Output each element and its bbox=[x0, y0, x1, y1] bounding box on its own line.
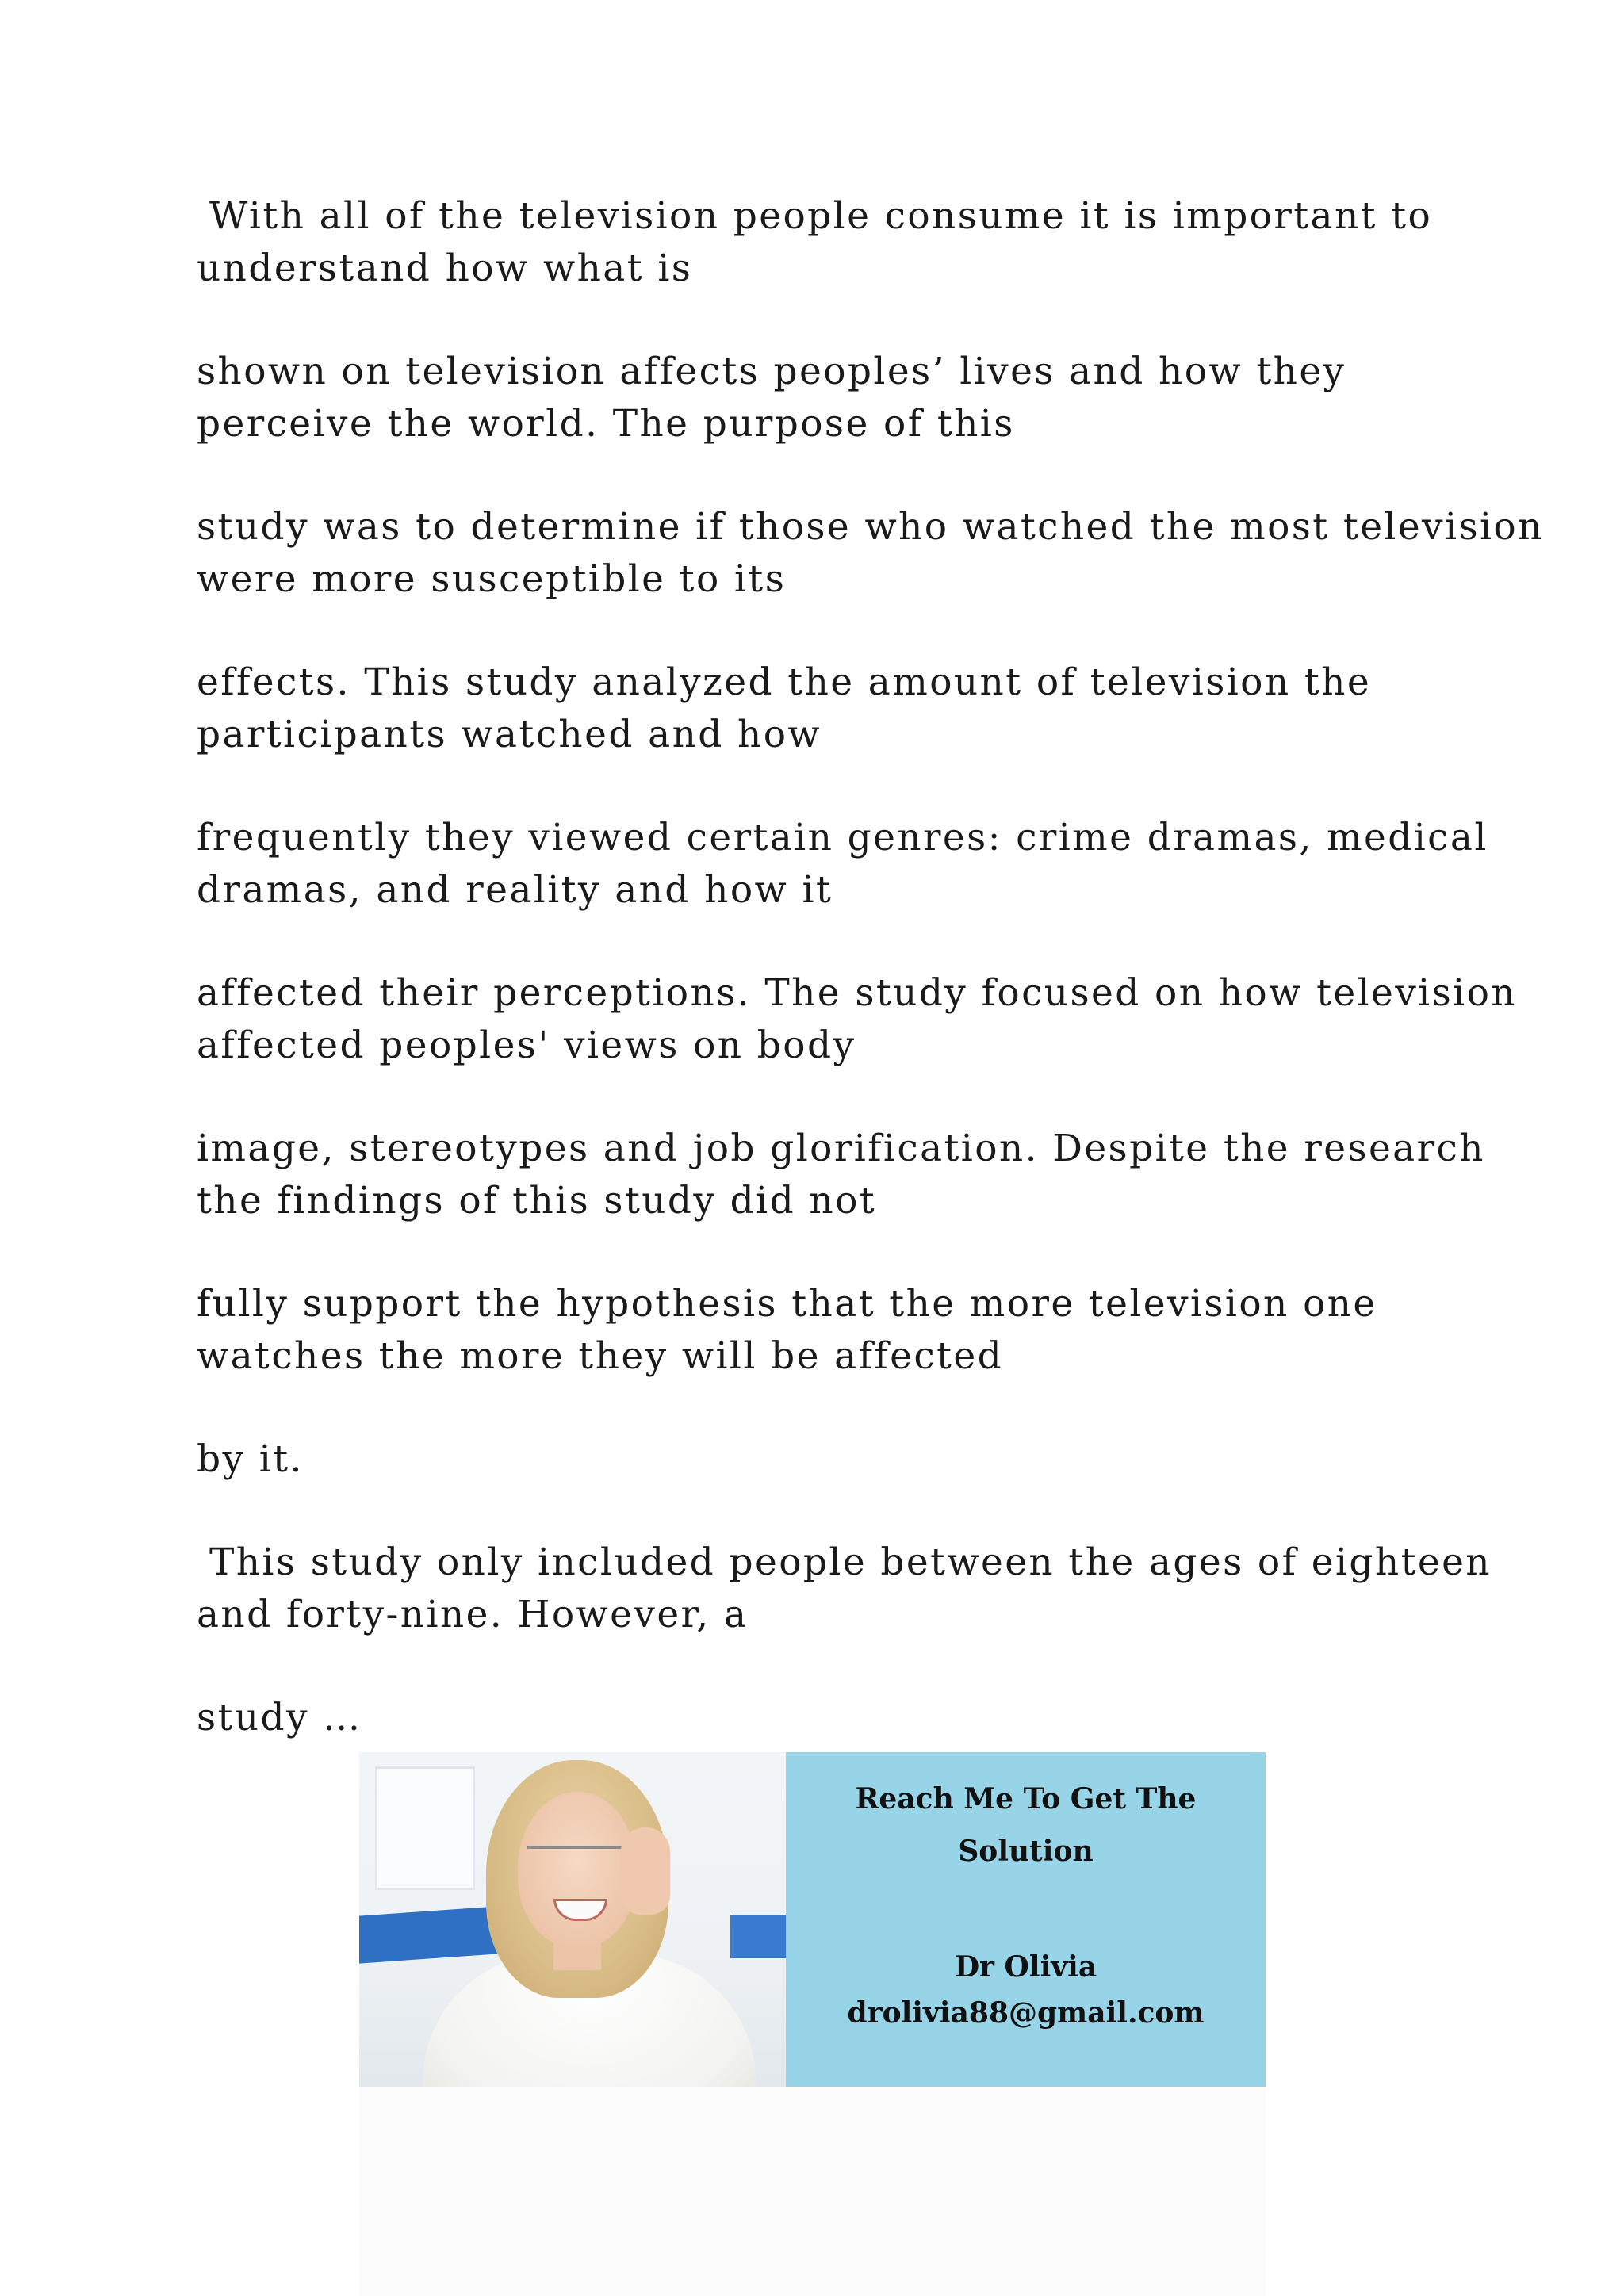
text-line: shown on television affects peoples’ lives and how they bbox=[197, 350, 1346, 393]
hand-shape bbox=[621, 1827, 670, 1915]
paragraph-1 bbox=[197, 190, 1465, 295]
text-line: effects. This study analyzed the amount of television the bbox=[197, 660, 1372, 704]
text-line: image, stereotypes and job glorification. Despite the research bbox=[197, 1127, 1485, 1170]
paragraph-9 bbox=[197, 1433, 1465, 1486]
tutor-photo bbox=[359, 1752, 786, 2087]
text-line: watches the more they will be affected bbox=[197, 1334, 1004, 1378]
text-line: participants watched and how bbox=[197, 713, 822, 756]
text-line: and forty-nine. However, a bbox=[197, 1593, 749, 1636]
contact-name: Dr Olivia bbox=[954, 1950, 1097, 1984]
text-line: dramas, and reality and how it bbox=[197, 868, 833, 912]
contact-info-panel bbox=[786, 1752, 1266, 2087]
text-line: frequently they viewed certain genres: crime dramas, medical bbox=[197, 816, 1488, 859]
contact-email: drolivia88@gmail.com bbox=[847, 1996, 1205, 2030]
text-line: perceive the world. The purpose of this bbox=[197, 402, 1015, 446]
paragraph-8 bbox=[197, 1278, 1465, 1383]
text-line: affected peoples' views on body bbox=[197, 1024, 856, 1067]
glasses-shape bbox=[527, 1846, 627, 1871]
paragraph-4 bbox=[197, 656, 1465, 761]
paragraph-10 bbox=[197, 1536, 1492, 1641]
text-line: study … bbox=[197, 1696, 362, 1739]
background-window bbox=[375, 1766, 475, 1890]
paragraph-3 bbox=[197, 501, 1544, 606]
text-line: With all of the television people consume it is important to bbox=[209, 194, 1433, 238]
banner-heading-line-1: Reach Me To Get The bbox=[855, 1782, 1197, 1816]
contact-banner bbox=[359, 1752, 1266, 2087]
text-line: affected their perceptions. The study focused on how television bbox=[197, 971, 1517, 1015]
text-line: were more susceptible to its bbox=[197, 557, 787, 601]
text-line: understand how what is bbox=[197, 247, 693, 290]
text-line: by it. bbox=[197, 1437, 304, 1481]
document-body bbox=[197, 190, 1544, 1744]
text-line: the findings of this study did not bbox=[197, 1179, 877, 1223]
text-line: fully support the hypothesis that the more television one bbox=[197, 1282, 1377, 1326]
paragraph-6 bbox=[197, 967, 1517, 1072]
paragraph-11 bbox=[197, 1692, 1465, 1744]
text-line: This study only included people between the ages of eighteen bbox=[209, 1540, 1492, 1584]
paragraph-7 bbox=[197, 1123, 1485, 1227]
banner-heading-line-2: Solution bbox=[958, 1835, 1094, 1868]
paragraph-2 bbox=[197, 346, 1465, 450]
background-chair bbox=[730, 1915, 786, 1958]
text-line: study was to determine if those who watched the most television bbox=[197, 505, 1544, 549]
banner-bottom-area bbox=[359, 2087, 1266, 2296]
paragraph-5 bbox=[197, 812, 1488, 916]
